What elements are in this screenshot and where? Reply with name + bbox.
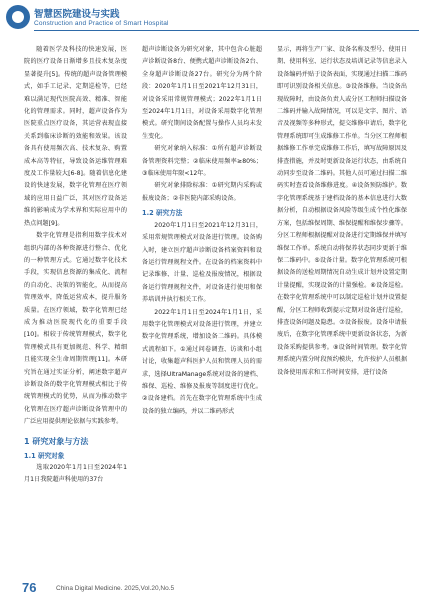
section-heading: 1 研究对象与方法	[24, 436, 89, 446]
column-right	[277, 44, 407, 379]
page-number: 76	[22, 580, 37, 595]
paragraph: 2020年1月1日至2021年12月31日，采用常规管理模式对设备进行管理。设备购入时，建立医疗超声诊断设备档案资料和设备运行管理规程文件。在设备的档案资料中记录维修、计量、巡检及报废情况，根据设备运行管理规程文件，对设备进行使用和保养培训并执行相关工作。	[142, 221, 262, 304]
subsection-heading: 1.1 研究对象	[24, 451, 65, 460]
subsection-heading: 1.2 研究方法	[142, 209, 183, 218]
journal-title-en: Construction and Practice of Smart Hospital	[34, 20, 169, 27]
paragraph: 数字化管理是指利用数字技术对组织内部的各种资源进行整合、优化的一种管理方式。它通过数字化技术手段，实现信息资源的集成化、流程的自动化、决策的智能化，从而提高管理效率，降低运营成本，提升服务质量。在医疗领域，数字化管理已经成为推动医院现代化的重要手段[10]。相较于传统管理模式，数字化管理模式具有更加规范、科学、精细且能实现全生命周期管理[11]。本研究旨在通过实证分析，阐述数字超声诊断设备的数字化管理模式相比于传统管理模式的优势，从而为推动数字化管理在医疗超声诊断设备管理中的广泛应用提供理论依据与实践参考。	[24, 232, 127, 426]
column-left	[24, 44, 127, 487]
journal-citation: China Digital Medicine. 2025,Vol.20,No.5	[56, 585, 175, 592]
page-header	[0, 0, 427, 34]
paragraph: 研究对象排除标准：①研究期内采购或报废设备；②非医院内部采购设备。	[142, 182, 262, 202]
journal-logo-icon	[6, 5, 30, 29]
journal-title-cn: 智慧医院建设与实践	[34, 9, 120, 20]
column-middle	[142, 44, 262, 418]
paragraph: 研究对象纳入标准：①所有超声诊断设备管理资料完整；②临床使用频率≥80%；③临床使用年限<12年。	[142, 145, 262, 178]
header-divider	[34, 30, 419, 31]
paragraph: 显示，再将生产厂家、设备名称及型号、使用日期、使用科室、运行状态及培训记录等信息录入设备编码并贴于设备表面，实现通过扫描二维码即可识别设备相关信息。③设备维修。当设备出现故障时，由设备负责人或分区工程师扫描设备二维码并输入故障情况，可以是文字、图片、语音及视频等多种形式，提交维修申请后，数字化管理系统即可生成维修工作单。当分区工程师根据维修工作单完成维修工作后，填写故障原因及排查措施，并及时更新设备运行状态，由系统自动同步至设备二维码。其他人员可通过扫描二维码实时查看设备维修进度。④设备预防维护。数字化管理系统基于建档设备的基本信息进行大数据分析，自动根据设备风险等级生成个性化维保方案，包括维保周期、维保提醒和维保步骤等。分区工程师根据提醒对设备进行定期维保并填写维保工作单。系统自动将保养状态同步更新于维保二维码中。⑤设备计量。数字化管理系统可根据设备的送检周期情况自动生成计划并设置定期计量提醒，实现设备的计量强检。⑥设备巡检。在数字化管理系统中可以制定巡检计划并设置提醒，分区工程师收到提示定期对设备进行巡检，排查设备问题及隐患。⑦设备报废。设备申请报废后，在数字化管理系统中更新设备状态，为新设备采购提供参考。⑧设备时间管理。数字化管理系统内置分时段预约模块，允许按护人员根据设备使用需求和工作时间安排，进行设备	[277, 46, 407, 376]
paragraph: 选取2020年1月1日至2024年1月1日我院超声科使用的37台	[24, 464, 127, 484]
paragraph: 随着医学及科技的快速发展，医院的医疗设备日渐增多且技术复杂度显著提升[5]。传统的超声设备管理模式，如手工记录、定期巡检等，已经难以满足现代医院高效、精准、智能化的管理需求。同时，超声设备作为医院重点医疗设备，其运营表现直接关系到临床诊断的效能和效果。该设备具有使用频次高、技术复杂、购置成本高等特征，导致设备运维管理难度及工作量较大[6-8]。随着信息化建设的快速发展，数字化管理在医疗领域的应用日益广泛，其对医疗设备运维的影响成为学术界和实际应用中的热点问题[9]。	[24, 46, 127, 227]
paragraph: 2022年1月1日至2024年1月1日，采用数字化管理模式对设备进行管理，并建立数字化管理系统，增加设备二维码。具体模式流程如下。①通过问卷调查、访谈和小组讨论，收集超声科医护人员和管理人员的需求，选择UltraManage系统对设备的建档、维保、巡检、维修及报废等制度进行优化。②设备建档。首先在数字化管理系统中生成设备的独立编码，并以二维码形式	[142, 308, 262, 415]
page-footer	[0, 576, 427, 602]
paragraph: 超声诊断设备为研究对象，其中包含心脏超声诊断设备8台、便携式超声诊断设备2台、全身超声诊断设备27台。研究分为两个阶段：2020年1月1日至2021年12月31日，对设备采用常规管理模式；2022年1月1日至2024年1月1日，对设备采用数字化管理模式。研究期间设备配置与操作人员均未发生变化。	[142, 46, 262, 140]
